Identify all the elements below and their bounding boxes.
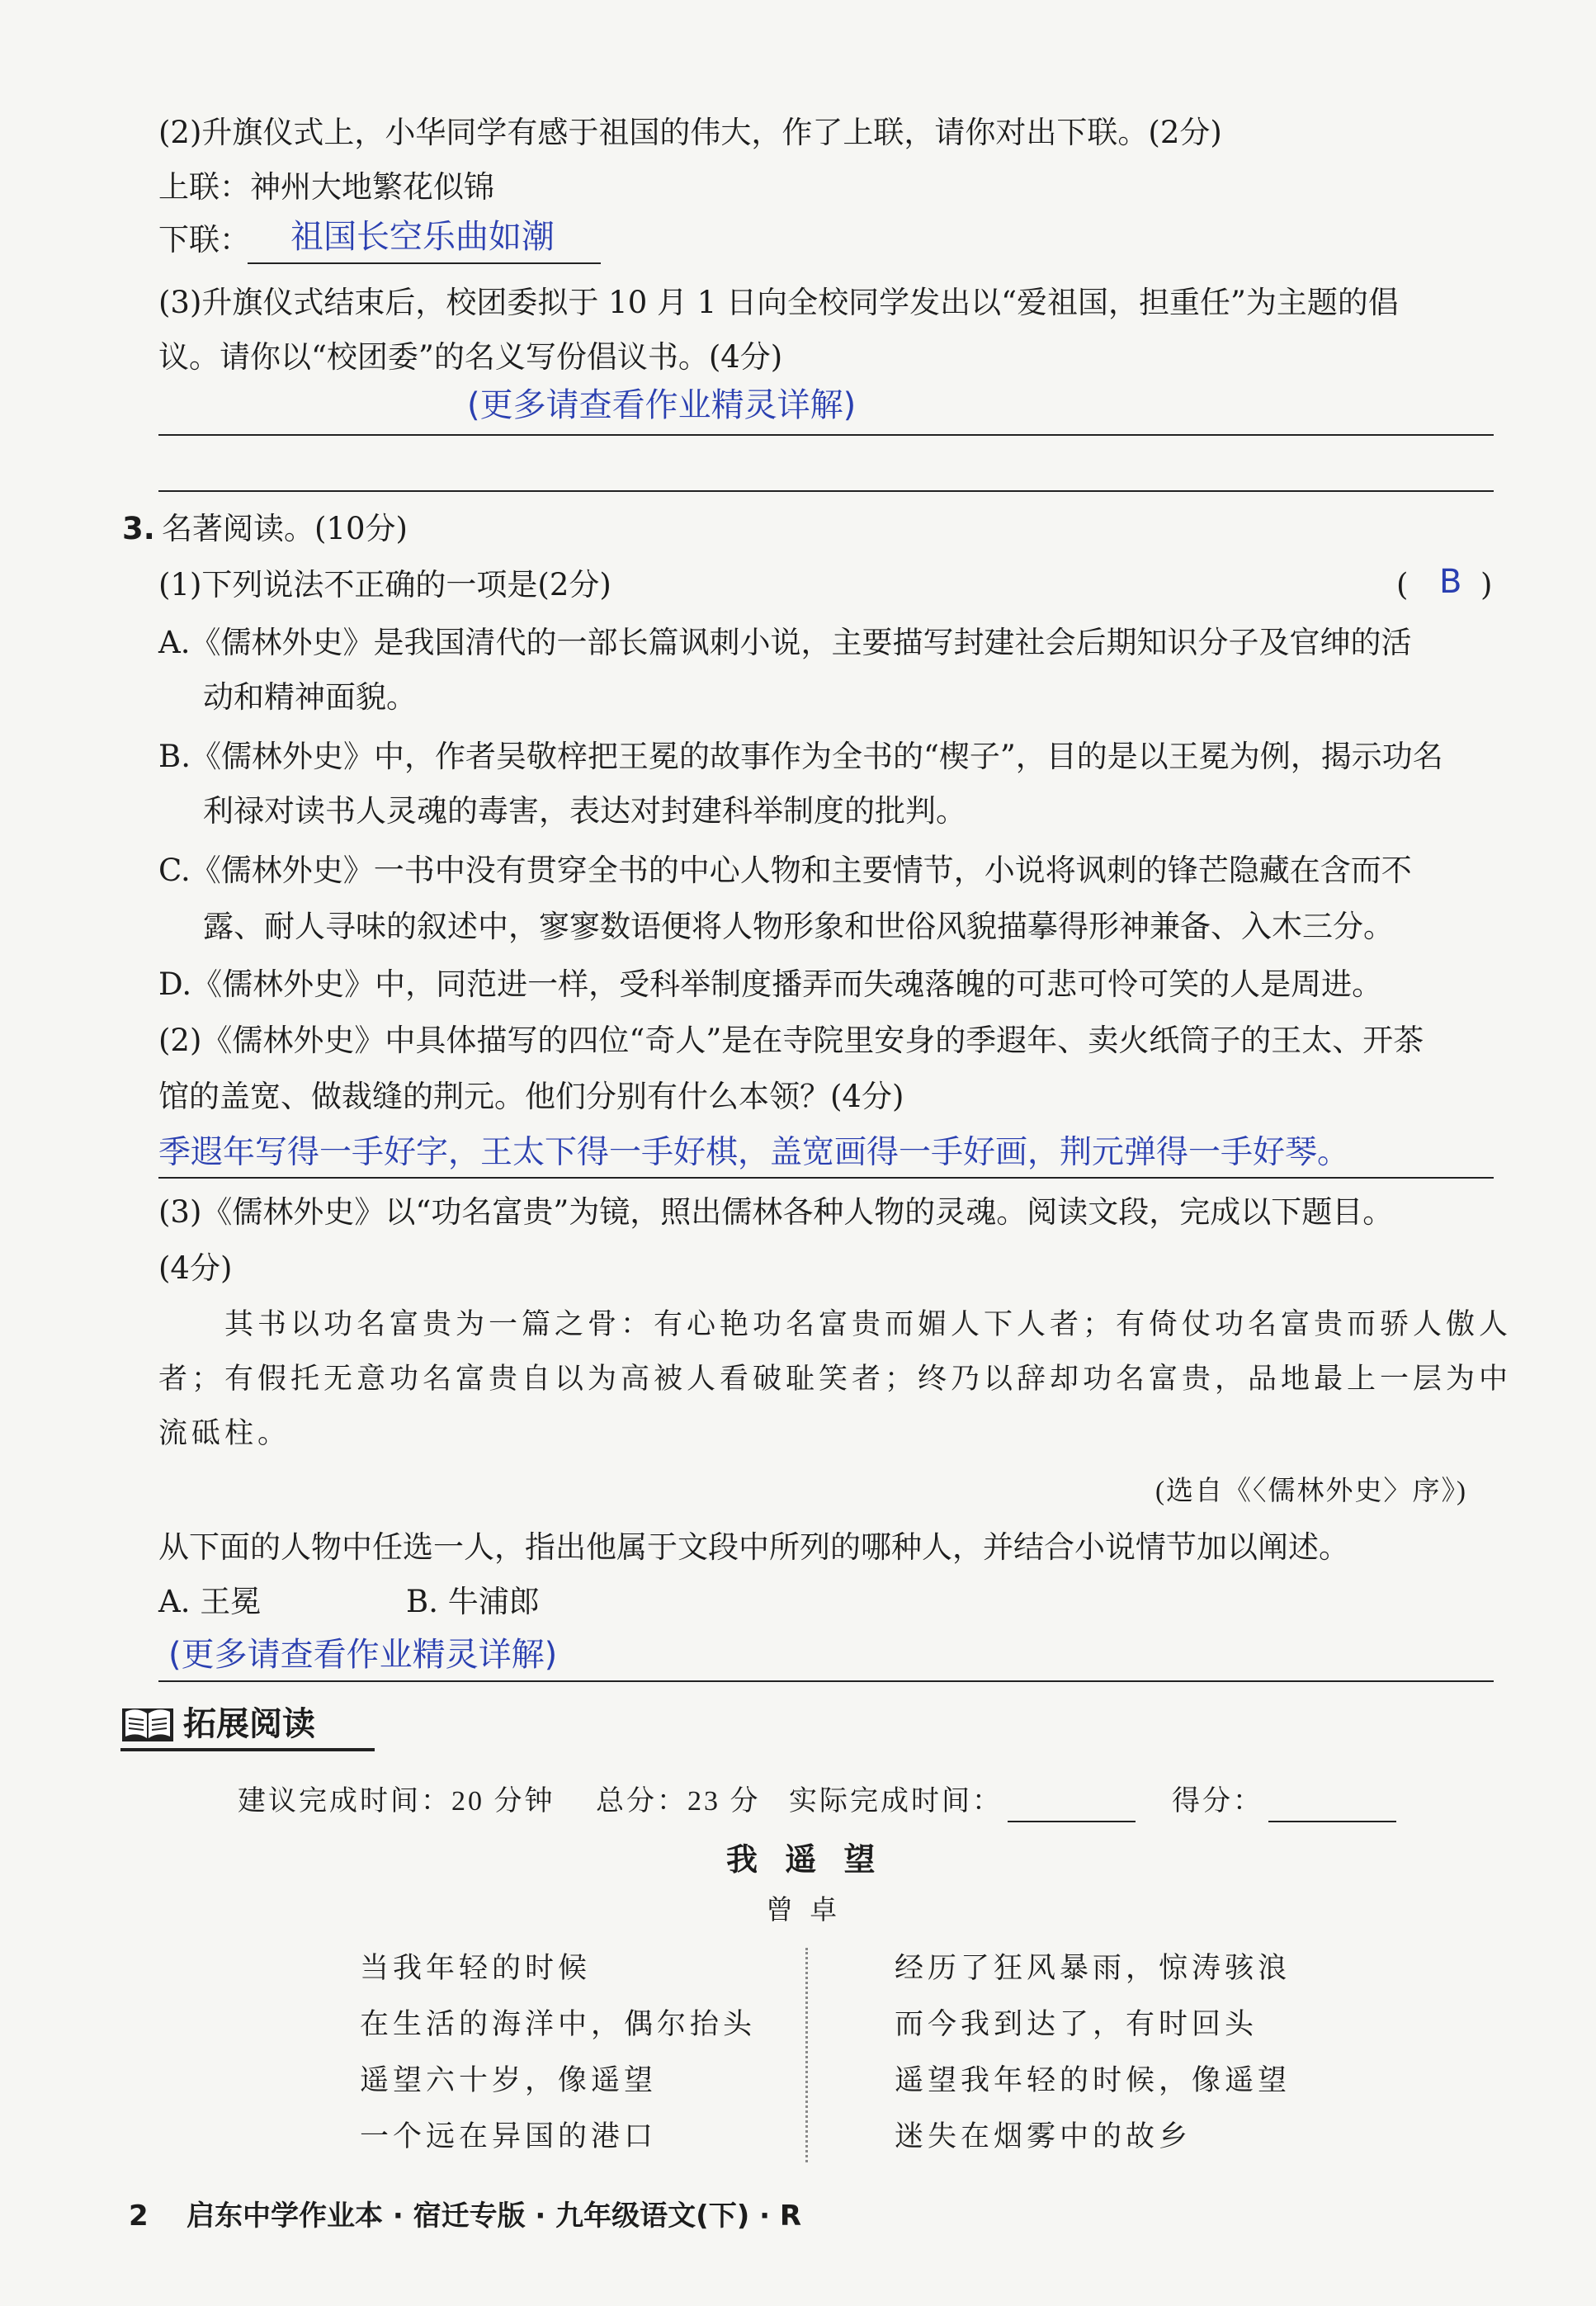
- q3-2-answer: 季遐年写得一手好字，王太下得一手好棋，盖宽画得一手好画，荆元弹得一手好琴。: [158, 1134, 1350, 1171]
- q2-3-line2: 议。请你以“校团委”的名义写份倡议书。(4分): [158, 339, 783, 375]
- q3-2-line1: (2)《儒林外史》中具体描写的四位“奇人”是在寺院里安身的季遐年、卖火纸筒子的王太、开茶: [158, 1023, 1424, 1058]
- q3-1-answer: B: [1439, 563, 1462, 601]
- answer-line-1: [158, 434, 1494, 436]
- poem-left-line1: 当我年轻的时候: [360, 1952, 592, 1984]
- suggested-time: 建议完成时间：20 分钟: [238, 1786, 555, 1817]
- q3-3-option-a: A. 王冕: [158, 1584, 262, 1619]
- total-score: 总分：23 分: [596, 1786, 761, 1817]
- answer-paren-open: (: [1396, 567, 1409, 602]
- passage-source: (选自《〈儒林外史〉序》): [1155, 1477, 1467, 1506]
- q3-3-line1: (3)《儒林外史》以“功名富贵”为镜，照出儒林各种人物的灵魂。阅读文段，完成以下题目。: [158, 1194, 1394, 1230]
- q3-3-answer: (更多请查看作业精灵详解): [168, 1636, 558, 1674]
- poem-left-line4: 一个远在异国的港口: [360, 2120, 658, 2152]
- q3-3-answer-underline: [158, 1680, 1494, 1682]
- open-book-icon: [120, 1704, 175, 1745]
- q2-2-lower-answer: 祖国长空乐曲如潮: [290, 218, 555, 256]
- q2-3-line1: (3)升旗仪式结束后，校团委拟于 10 月 1 日向全校同学发出以“爱祖国，担重任”为主题的倡: [158, 285, 1399, 320]
- q3-3-line2: (4分): [158, 1250, 233, 1286]
- q3-2-line2: 馆的盖宽、做裁缝的荆元。他们分别有什么本领？(4分): [158, 1079, 904, 1114]
- poem-left-line3: 遥望六十岁，像遥望: [360, 2064, 658, 2096]
- q3-1-prompt: (1)下列说法不正确的一项是(2分): [158, 567, 611, 602]
- option-c-line1: C.《儒林外史》一书中没有贯穿全书的中心人物和主要情节，小说将讽刺的锋芒隐藏在含而不: [158, 853, 1412, 888]
- passage-line1: 其书以功名富贵为一篇之骨：有心艳功名富贵而媚人下人者；有倚仗功名富贵而骄人傲人: [224, 1308, 1513, 1340]
- q3-2-answer-underline: [158, 1177, 1494, 1179]
- option-c-line2: 露、耐人寻味的叙述中，寥寥数语便将人物形象和世俗风貌描摹得形神兼备、入木三分。: [203, 909, 1394, 944]
- poem-left-line2: 在生活的海洋中，偶尔抬头: [360, 2008, 757, 2040]
- option-a-line1: A.《儒林外史》是我国清代的一部长篇讽刺小说，主要描写封建社会后期知识分子及官绅的活: [158, 625, 1412, 660]
- option-d-line1: D.《儒林外史》中，同范进一样，受科举制度播弄而失魂落魄的可悲可怜可笑的人是周进。: [158, 966, 1383, 1002]
- answer-line-2: [158, 490, 1494, 492]
- score: [1172, 1781, 1405, 1822]
- q2-2-prompt: (2)升旗仪式上，小华同学有感于祖国的伟大，作了上联，请你对出下联。(2分): [158, 115, 1222, 150]
- option-b-line1: B.《儒林外史》中，作者吴敬梓把王冕的故事作为全书的“楔子”，目的是以王冕为例，揭示功名: [158, 739, 1443, 774]
- page-number: 2: [129, 2200, 149, 2233]
- actual-time-label: 实际完成时间：: [789, 1786, 1003, 1817]
- heading-underline: [120, 1748, 375, 1751]
- q2-2-upper-couplet: 上联：神州大地繁花似锦: [158, 169, 494, 205]
- actual-time-blank[interactable]: [1008, 1793, 1136, 1822]
- poem-author: 曾 卓: [766, 1896, 843, 1926]
- q2-3-answer: (更多请查看作业精灵详解): [467, 386, 857, 424]
- extension-heading: 拓展阅读: [183, 1705, 315, 1743]
- passage-line2: 者；有假托无意功名富贵自以为高被人看破耻笑者；终乃以辞却功名富贵，品地最上一层为中: [158, 1363, 1513, 1395]
- poem-right-line2: 而今我到达了，有时回头: [895, 2008, 1258, 2040]
- lower-answer-underline: [248, 262, 601, 264]
- q3-number: 3.: [122, 511, 155, 546]
- footer-title: 启东中学作业本 · 宿迁专版 · 九年级语文(下) · R: [187, 2200, 802, 2233]
- q2-2-lower-label: 下联：: [158, 222, 250, 258]
- score-label: 得分：: [1172, 1786, 1263, 1817]
- passage-line3: 流砥柱。: [158, 1417, 291, 1449]
- q3-3-question: 从下面的人物中任选一人，指出他属于文段中所列的哪种人，并结合小说情节加以阐述。: [158, 1529, 1349, 1565]
- poem-right-line3: 遥望我年轻的时候，像遥望: [895, 2064, 1291, 2096]
- option-b-line2: 利禄对读书人灵魂的毒害，表达对封建科举制度的批判。: [203, 793, 966, 829]
- option-a-line2: 动和精神面貌。: [203, 679, 417, 715]
- answer-paren-close: ): [1480, 567, 1493, 602]
- poem-right-line1: 经历了狂风暴雨，惊涛骇浪: [895, 1952, 1291, 1984]
- poem-right-line4: 迷失在烟雾中的故乡: [895, 2120, 1192, 2152]
- poem-title: 我 遥 望: [726, 1841, 884, 1878]
- q3-3-option-b: B. 牛浦郎: [406, 1584, 540, 1619]
- q3-title: 名著阅读。(10分): [162, 511, 408, 546]
- actual-time: [789, 1781, 1144, 1822]
- poem-column-divider: [805, 1948, 808, 2162]
- score-blank[interactable]: [1268, 1793, 1396, 1822]
